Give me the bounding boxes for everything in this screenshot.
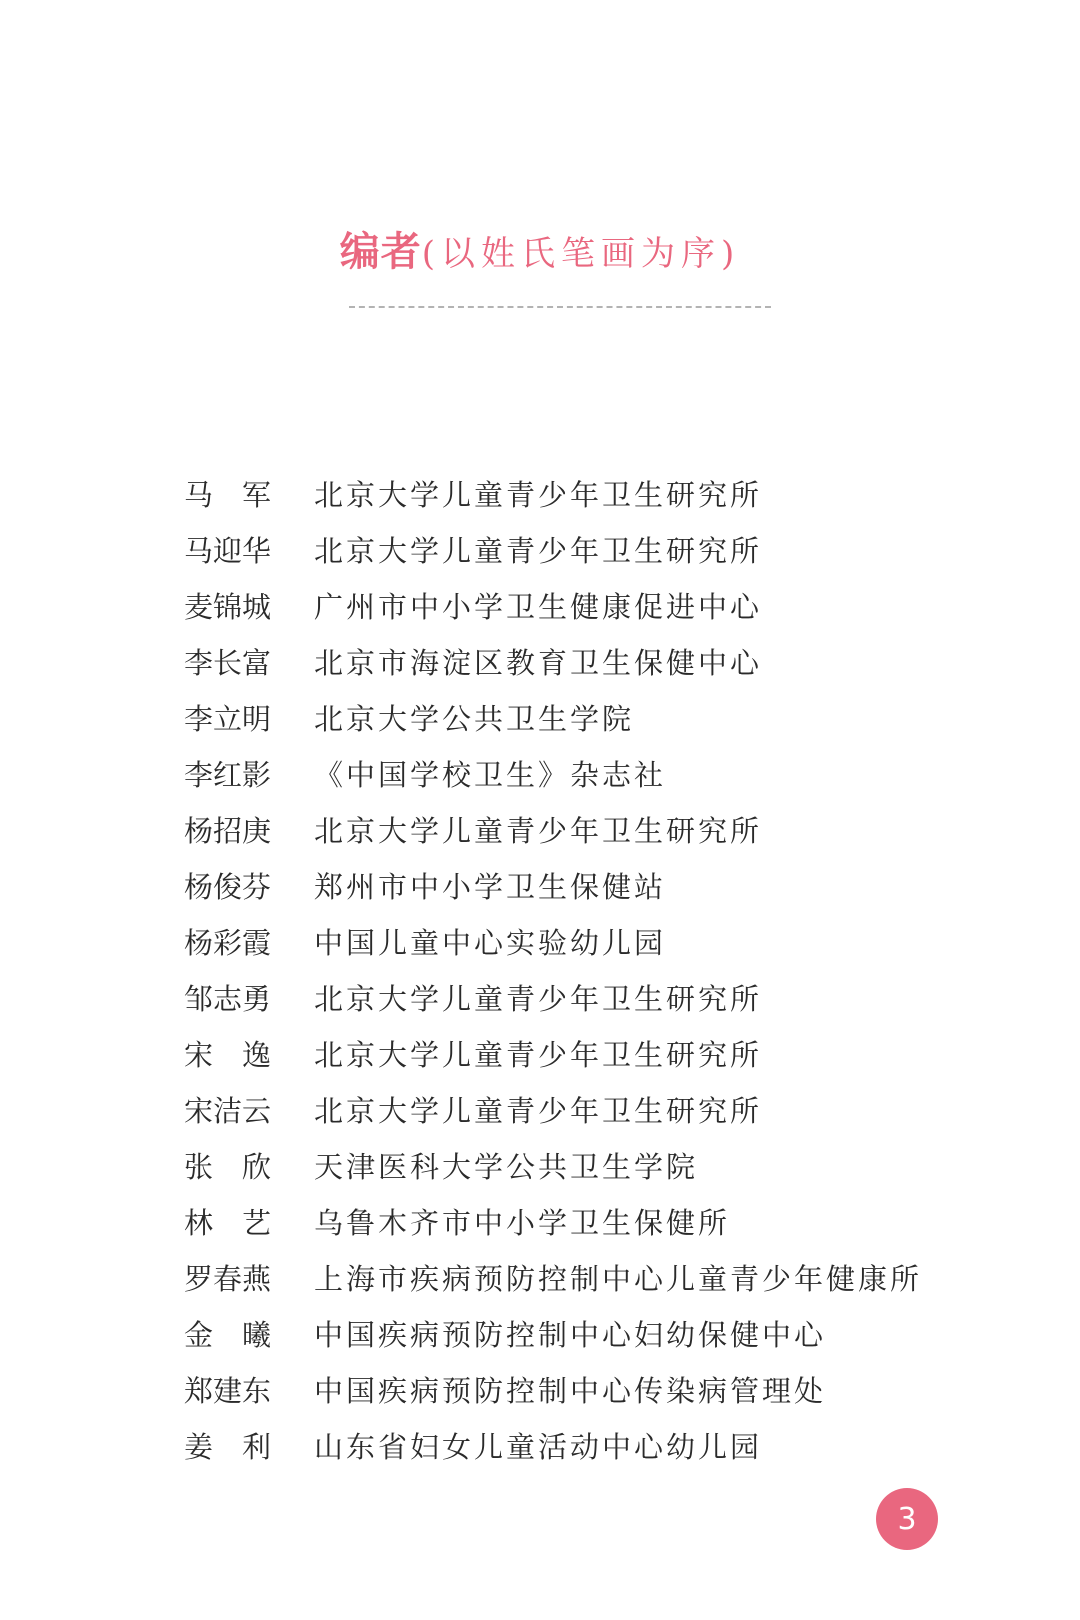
editor-row xyxy=(184,1305,922,1361)
title-dashed-divider xyxy=(349,306,771,308)
editor-organization: 乌鲁木齐市中小学卫生保健所 xyxy=(314,1205,731,1240)
editor-name: 宋 逸 xyxy=(184,1037,272,1072)
editor-name: 姜 利 xyxy=(184,1429,272,1464)
editor-name: 马迎华 xyxy=(184,533,272,568)
editor-organization: 广州市中小学卫生健康促进中心 xyxy=(314,589,763,624)
editor-organization: 北京大学儿童青少年卫生研究所 xyxy=(314,1037,763,1072)
editor-row xyxy=(184,969,922,1025)
editor-name: 宋洁云 xyxy=(184,1093,272,1128)
editor-row xyxy=(184,633,922,689)
editor-organization: 北京大学儿童青少年卫生研究所 xyxy=(314,813,763,848)
page-header xyxy=(0,229,1080,275)
editor-organization: 北京大学公共卫生学院 xyxy=(314,701,635,736)
editor-row xyxy=(184,1249,922,1305)
editor-organization: 天津医科大学公共卫生学院 xyxy=(314,1149,699,1184)
editor-organization: 北京大学儿童青少年卫生研究所 xyxy=(314,981,763,1016)
editor-organization: 郑州市中小学卫生保健站 xyxy=(314,869,667,904)
editor-row xyxy=(184,1361,922,1417)
editor-row xyxy=(184,857,922,913)
editor-list xyxy=(184,465,922,1473)
editor-organization: 上海市疾病预防控制中心儿童青少年健康所 xyxy=(314,1261,923,1296)
editor-name: 杨彩霞 xyxy=(184,925,272,960)
editor-organization: 北京大学儿童青少年卫生研究所 xyxy=(314,477,763,512)
editor-row xyxy=(184,1137,922,1193)
editor-name: 郑建东 xyxy=(184,1373,272,1408)
editor-row xyxy=(184,577,922,633)
editor-name: 李长富 xyxy=(184,645,272,680)
editor-row xyxy=(184,1025,922,1081)
editor-organization: 中国儿童中心实验幼儿园 xyxy=(314,925,667,960)
editor-row xyxy=(184,801,922,857)
page-number: 3 xyxy=(897,1501,917,1537)
page-number-badge xyxy=(876,1488,938,1550)
editor-organization: 北京大学儿童青少年卫生研究所 xyxy=(314,1093,763,1128)
page-title xyxy=(339,229,741,275)
editor-name: 杨俊芬 xyxy=(184,869,272,904)
editor-name: 麦锦城 xyxy=(184,589,272,624)
editor-name: 李红影 xyxy=(184,757,272,792)
editor-row xyxy=(184,1417,922,1473)
editor-organization: 中国疾病预防控制中心传染病管理处 xyxy=(314,1373,827,1408)
title-main: 编者 xyxy=(339,229,422,275)
editor-row xyxy=(184,1193,922,1249)
editor-organization: 中国疾病预防控制中心妇幼保健中心 xyxy=(314,1317,827,1352)
editor-name: 邹志勇 xyxy=(184,981,272,1016)
editor-row xyxy=(184,465,922,521)
editor-row xyxy=(184,521,922,577)
editor-row xyxy=(184,745,922,801)
editor-row xyxy=(184,913,922,969)
editor-row xyxy=(184,1081,922,1137)
editor-name: 罗春燕 xyxy=(184,1261,272,1296)
editor-name: 马 军 xyxy=(184,477,272,512)
editor-name: 李立明 xyxy=(184,701,272,736)
editor-name: 张 欣 xyxy=(184,1149,272,1184)
title-subtitle: (以姓氏笔画为序) xyxy=(421,234,741,274)
editor-organization: 北京市海淀区教育卫生保健中心 xyxy=(314,645,763,680)
editor-organization: 《中国学校卫生》杂志社 xyxy=(314,757,667,792)
editor-organization: 北京大学儿童青少年卫生研究所 xyxy=(314,533,763,568)
editor-row xyxy=(184,689,922,745)
editor-name: 杨招庚 xyxy=(184,813,272,848)
editor-name: 金 曦 xyxy=(184,1317,272,1352)
editor-name: 林 艺 xyxy=(184,1205,272,1240)
editor-organization: 山东省妇女儿童活动中心幼儿园 xyxy=(314,1429,763,1464)
